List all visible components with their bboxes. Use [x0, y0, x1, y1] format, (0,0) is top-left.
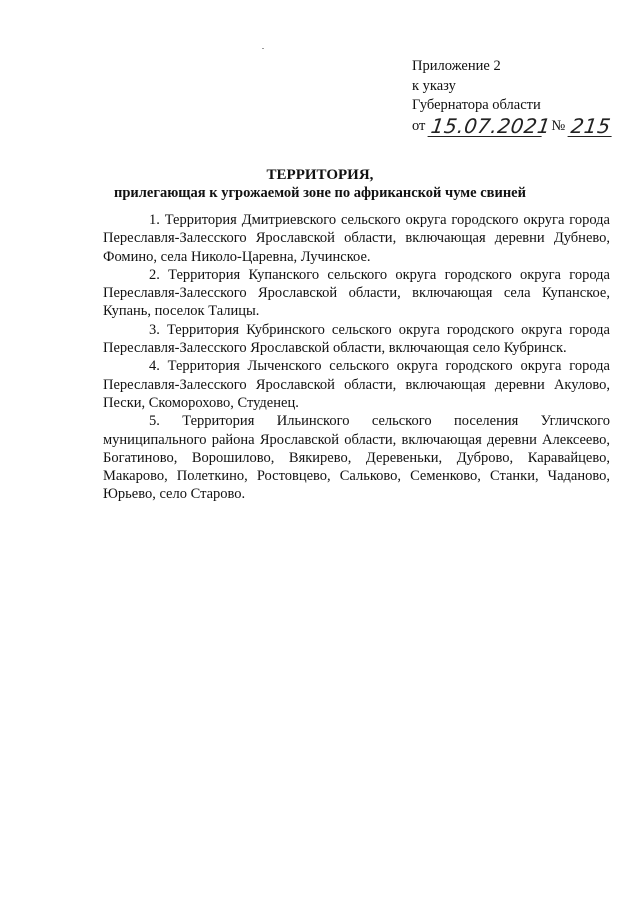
handwritten-number: 215: [569, 113, 613, 138]
decree-date-number-line: [412, 113, 613, 138]
territory-item-3: 3. Территория Кубринского сельского округа городского округа города Переславля-Залесского Ярославской области, включающая село Кубринск.: [103, 321, 610, 357]
territory-item-1: 1. Территория Дмитриевского сельского округа городского округа города Переславля-Залесского Ярославской области, включающая деревни Дубнево, Фомино, села Николо-Царевна, Лучинское.: [103, 212, 610, 265]
territory-item-5: 5. Территория Ильинского сельского поселения Угличского муниципального района Ярославской области, включающая деревни Алексеево, Богатиново, Ворошилово, Вякирево, Деревеньки, Дуброво, Каравайцево, Макарово, Полеткино, Ростовцево, Сальково, Семенково, Станки, Чаданово, Юрьево, село Старово.: [103, 413, 610, 503]
territory-list: [103, 211, 610, 504]
appendix-governor: Губернатора области: [412, 97, 541, 113]
appendix-header: [412, 57, 612, 137]
appendix-to-decree: к указу: [412, 77, 456, 94]
document-subtitle: прилегающая к угрожаемой зоне по африканской чуме свиней: [114, 185, 526, 201]
handwritten-date: 15.07.2021: [429, 113, 553, 138]
document-title: ТЕРРИТОРИЯ,: [266, 167, 374, 183]
appendix-number: Приложение 2: [412, 58, 501, 74]
territory-item-2: 2. Территория Купанского сельского округа городского округа города Переславля-Залесского Ярославской области, включающая села Купанское, Купань, поселок Талицы.: [103, 266, 610, 320]
date-prefix: от: [412, 118, 426, 134]
scan-speck: [262, 48, 264, 49]
territory-item-4: 4. Территория Лыченского сельского округа городского округа города Переславля-Залесского Ярославской области, включающая деревни Акулово, Пески, Скоморохово, Студенец.: [103, 358, 610, 411]
number-prefix: №: [551, 118, 566, 134]
